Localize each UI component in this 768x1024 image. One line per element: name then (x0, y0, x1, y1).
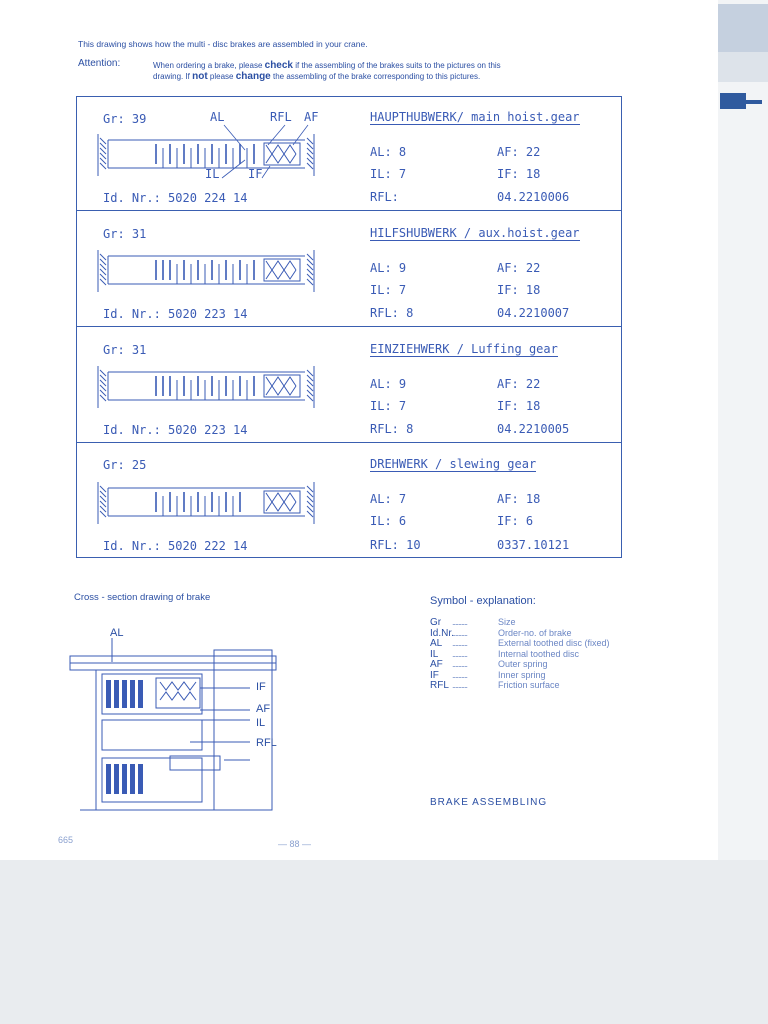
symbol-key: Gr (430, 617, 442, 628)
symbol-row (430, 617, 516, 628)
al-count: AL: 9 (370, 377, 407, 391)
brake-diagram-4 (98, 482, 314, 524)
af-count: AF: 22 (497, 377, 541, 391)
al-count: AL: 7 (370, 492, 407, 506)
label-af: AF (304, 110, 319, 124)
gr-size: Gr: 25 (103, 458, 147, 472)
af-count: AF: 22 (497, 261, 541, 275)
af-count: AF: 22 (497, 145, 541, 159)
il-count: IL: 7 (370, 283, 407, 297)
al-count: AL: 8 (370, 145, 407, 159)
id-number: Id. Nr.: 5020 222 14 (103, 539, 248, 553)
symbol-key: IL (430, 648, 439, 660)
brake-title: HILFSHUBWERK / aux.hoist.gear (370, 226, 580, 240)
label-rfl: RFL (270, 110, 292, 124)
symbol-dots: .......... (452, 680, 468, 690)
label-il: IL (205, 167, 220, 181)
symbol-row (430, 659, 548, 670)
if-count: IF: 18 (497, 283, 541, 297)
symbol-key: AL (430, 638, 443, 649)
symbol-dots: .......... (452, 659, 468, 669)
cs-label-rfl: RFL (256, 737, 277, 749)
symbol-description: Size (498, 617, 516, 627)
symbol-key: Id.Nr. (430, 627, 454, 639)
brake-title: EINZIEHWERK / Luffing gear (370, 342, 558, 356)
attention-label: Attention: (78, 58, 121, 69)
symbol-description: Internal toothed disc (498, 648, 580, 659)
il-count: IL: 7 (370, 167, 407, 181)
af-count: AF: 18 (497, 492, 541, 506)
gr-size: Gr: 39 (103, 112, 147, 126)
label-if: IF (248, 167, 263, 181)
pointer-lines (222, 125, 308, 178)
al-count: AL: 9 (370, 261, 407, 275)
rfl-count: RFL: 8 (370, 422, 414, 436)
if-count: IF: 6 (497, 514, 534, 528)
symbol-dots: .......... (452, 648, 468, 659)
brake-title: HAUPTHUBWERK/ main hoist.gear (370, 110, 580, 124)
brake-diagram-3 (98, 366, 314, 408)
order-code: 04.2210007 (497, 306, 570, 320)
cs-label-al: AL (110, 627, 124, 639)
symbol-key: RFL (430, 680, 449, 691)
symbol-dots: .......... (452, 669, 468, 680)
symbol-dots: .......... (452, 617, 468, 627)
id-number: Id. Nr.: 5020 223 14 (103, 423, 248, 437)
footer-code: 665 (58, 835, 74, 845)
gr-size: Gr: 31 (103, 343, 147, 357)
symbol-row (430, 680, 560, 691)
symbol-key: AF (430, 659, 443, 670)
gr-size: Gr: 31 (103, 227, 147, 241)
symbol-row (430, 670, 546, 681)
symbol-dots: .......... (452, 638, 468, 648)
symbol-row (430, 628, 572, 639)
brake-diagram-2 (98, 250, 314, 292)
rfl-count: RFL: 10 (370, 538, 421, 552)
cs-label-if: IF (256, 681, 266, 693)
il-count: IL: 6 (370, 514, 407, 528)
cross-section-title: Cross - section drawing of brake (74, 592, 211, 603)
symbol-description: External toothed disc (fixed) (498, 638, 610, 648)
symbol-dots: .......... (452, 627, 468, 638)
page-number: — 88 — (278, 839, 312, 849)
symbol-description: Order-no. of brake (498, 627, 572, 638)
id-number: Id. Nr.: 5020 224 14 (103, 191, 248, 205)
label-al: AL (210, 110, 225, 124)
if-count: IF: 18 (497, 167, 541, 181)
symbol-description: Inner spring (498, 669, 546, 680)
symbol-row (430, 638, 610, 649)
attention-line-2: drawing. If not please change the assembling of the brake corresponding to this pictures. (153, 71, 481, 82)
rfl-count: RFL: (370, 190, 399, 204)
cs-label-il: IL (256, 717, 266, 729)
order-code: 04.2210005 (497, 422, 570, 436)
if-count: IF: 18 (497, 399, 541, 413)
symbol-key: IF (430, 669, 439, 681)
symbol-title: Symbol - explanation: (430, 595, 536, 607)
symbol-row (430, 649, 579, 660)
assembling-title: BRAKE ASSEMBLING (430, 797, 548, 808)
id-number: Id. Nr.: 5020 223 14 (103, 307, 248, 321)
attention-line-1: When ordering a brake, please check if the assembling of the brakes suits to the pictures on this (153, 60, 501, 71)
il-count: IL: 7 (370, 399, 407, 413)
symbol-description: Friction surface (498, 680, 560, 690)
order-code: 0337.10121 (497, 538, 570, 552)
brake-title: DREHWERK / slewing gear (370, 457, 537, 471)
rfl-count: RFL: 8 (370, 306, 414, 320)
order-code: 04.2210006 (497, 190, 570, 204)
cs-label-af: AF (256, 703, 271, 715)
symbol-description: Outer spring (498, 659, 548, 669)
intro-text: This drawing shows how the multi - disc brakes are assembled in your crane. (78, 39, 368, 49)
